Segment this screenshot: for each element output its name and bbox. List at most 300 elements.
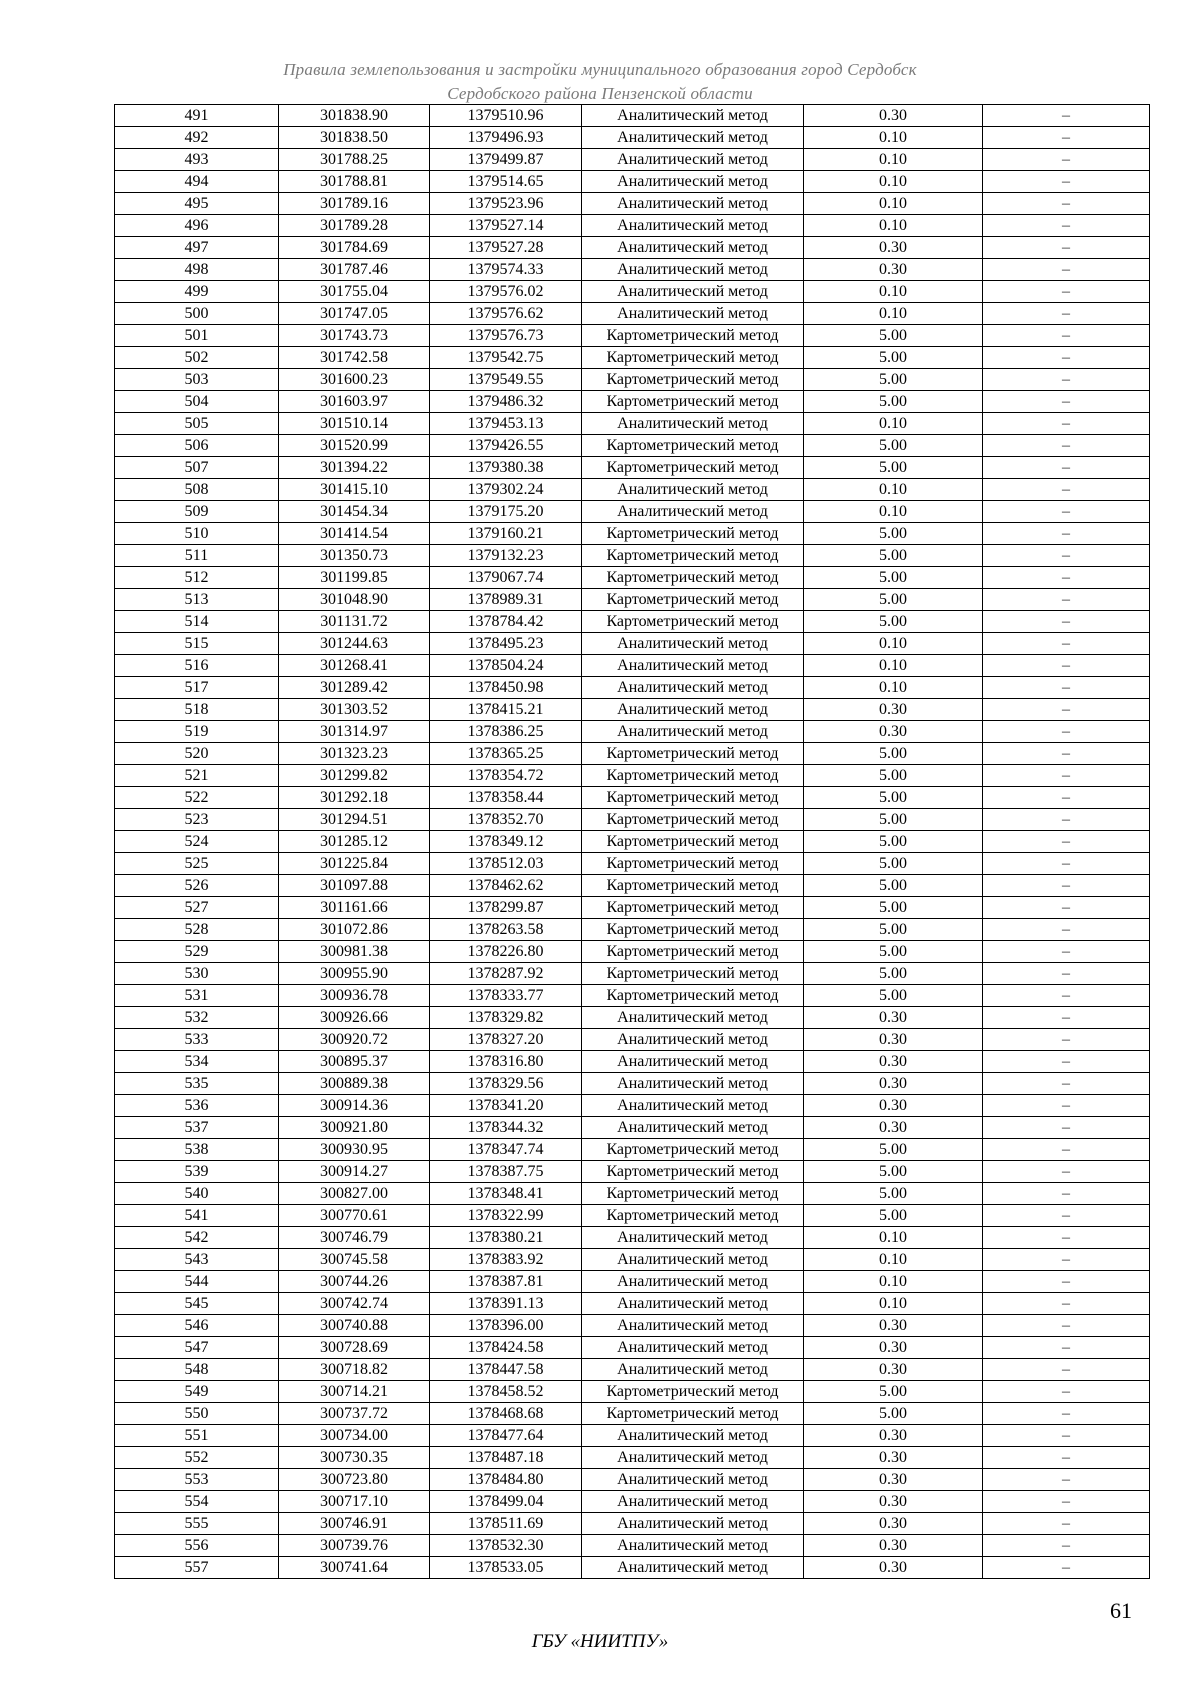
accuracy-cell: 5.00 xyxy=(804,743,983,765)
method-cell: Аналитический метод xyxy=(582,677,804,699)
method-cell: Аналитический метод xyxy=(582,655,804,677)
y-coordinate-cell: 1378354.72 xyxy=(430,765,582,787)
accuracy-cell: 5.00 xyxy=(804,809,983,831)
method-cell: Аналитический метод xyxy=(582,1447,804,1469)
method-cell: Аналитический метод xyxy=(582,1271,804,1293)
method-cell: Картометрический метод xyxy=(582,457,804,479)
accuracy-cell: 0.30 xyxy=(804,1491,983,1513)
x-coordinate-cell: 300921.80 xyxy=(279,1117,430,1139)
note-cell: – xyxy=(983,1381,1150,1403)
note-cell: – xyxy=(983,743,1150,765)
accuracy-cell: 5.00 xyxy=(804,611,983,633)
accuracy-cell: 0.10 xyxy=(804,1249,983,1271)
method-cell: Аналитический метод xyxy=(582,1227,804,1249)
point-number-cell: 493 xyxy=(115,149,279,171)
method-cell: Аналитический метод xyxy=(582,105,804,127)
x-coordinate-cell: 301072.86 xyxy=(279,919,430,941)
x-coordinate-cell: 301520.99 xyxy=(279,435,430,457)
note-cell: – xyxy=(983,567,1150,589)
accuracy-cell: 0.10 xyxy=(804,633,983,655)
x-coordinate-cell: 301285.12 xyxy=(279,831,430,853)
point-number-cell: 517 xyxy=(115,677,279,699)
point-number-cell: 554 xyxy=(115,1491,279,1513)
note-cell: – xyxy=(983,1183,1150,1205)
point-number-cell: 506 xyxy=(115,435,279,457)
x-coordinate-cell: 301289.42 xyxy=(279,677,430,699)
table-row xyxy=(115,1557,1150,1579)
method-cell: Аналитический метод xyxy=(582,1293,804,1315)
accuracy-cell: 5.00 xyxy=(804,985,983,1007)
point-number-cell: 539 xyxy=(115,1161,279,1183)
coordinates-table-body xyxy=(115,105,1150,1579)
x-coordinate-cell: 300718.82 xyxy=(279,1359,430,1381)
y-coordinate-cell: 1379527.28 xyxy=(430,237,582,259)
accuracy-cell: 5.00 xyxy=(804,853,983,875)
point-number-cell: 513 xyxy=(115,589,279,611)
note-cell: – xyxy=(983,919,1150,941)
note-cell: – xyxy=(983,1117,1150,1139)
x-coordinate-cell: 300744.26 xyxy=(279,1271,430,1293)
table-row xyxy=(115,831,1150,853)
method-cell: Картометрический метод xyxy=(582,589,804,611)
y-coordinate-cell: 1379574.33 xyxy=(430,259,582,281)
table-row xyxy=(115,1051,1150,1073)
method-cell: Картометрический метод xyxy=(582,325,804,347)
point-number-cell: 523 xyxy=(115,809,279,831)
method-cell: Аналитический метод xyxy=(582,1513,804,1535)
method-cell: Аналитический метод xyxy=(582,1249,804,1271)
method-cell: Картометрический метод xyxy=(582,1183,804,1205)
y-coordinate-cell: 1378468.68 xyxy=(430,1403,582,1425)
y-coordinate-cell: 1378477.64 xyxy=(430,1425,582,1447)
method-cell: Аналитический метод xyxy=(582,1007,804,1029)
accuracy-cell: 5.00 xyxy=(804,941,983,963)
y-coordinate-cell: 1379576.73 xyxy=(430,325,582,347)
x-coordinate-cell: 300737.72 xyxy=(279,1403,430,1425)
x-coordinate-cell: 301454.34 xyxy=(279,501,430,523)
accuracy-cell: 0.10 xyxy=(804,127,983,149)
note-cell: – xyxy=(983,1139,1150,1161)
x-coordinate-cell: 301603.97 xyxy=(279,391,430,413)
x-coordinate-cell: 300914.27 xyxy=(279,1161,430,1183)
point-number-cell: 525 xyxy=(115,853,279,875)
y-coordinate-cell: 1379527.14 xyxy=(430,215,582,237)
running-header xyxy=(0,58,1200,106)
point-number-cell: 509 xyxy=(115,501,279,523)
point-number-cell: 555 xyxy=(115,1513,279,1535)
y-coordinate-cell: 1379499.87 xyxy=(430,149,582,171)
accuracy-cell: 0.10 xyxy=(804,413,983,435)
table-row xyxy=(115,1359,1150,1381)
note-cell: – xyxy=(983,1359,1150,1381)
page-number: 61 xyxy=(1110,1598,1132,1623)
x-coordinate-cell: 301323.23 xyxy=(279,743,430,765)
table-row xyxy=(115,567,1150,589)
accuracy-cell: 5.00 xyxy=(804,457,983,479)
note-cell: – xyxy=(983,1007,1150,1029)
accuracy-cell: 0.10 xyxy=(804,479,983,501)
point-number-cell: 551 xyxy=(115,1425,279,1447)
accuracy-cell: 0.30 xyxy=(804,1535,983,1557)
note-cell: – xyxy=(983,831,1150,853)
method-cell: Картометрический метод xyxy=(582,545,804,567)
accuracy-cell: 0.10 xyxy=(804,193,983,215)
method-cell: Аналитический метод xyxy=(582,237,804,259)
x-coordinate-cell: 301268.41 xyxy=(279,655,430,677)
point-number-cell: 520 xyxy=(115,743,279,765)
point-number-cell: 535 xyxy=(115,1073,279,1095)
table-row xyxy=(115,743,1150,765)
point-number-cell: 497 xyxy=(115,237,279,259)
x-coordinate-cell: 301787.46 xyxy=(279,259,430,281)
x-coordinate-cell: 300936.78 xyxy=(279,985,430,1007)
method-cell: Аналитический метод xyxy=(582,193,804,215)
accuracy-cell: 0.10 xyxy=(804,303,983,325)
note-cell: – xyxy=(983,1425,1150,1447)
y-coordinate-cell: 1378495.23 xyxy=(430,633,582,655)
method-cell: Картометрический метод xyxy=(582,391,804,413)
x-coordinate-cell: 301600.23 xyxy=(279,369,430,391)
method-cell: Картометрический метод xyxy=(582,985,804,1007)
note-cell: – xyxy=(983,391,1150,413)
header-line-1: Правила землепользования и застройки муниципального образования город Сердобск xyxy=(283,60,917,79)
point-number-cell: 522 xyxy=(115,787,279,809)
accuracy-cell: 5.00 xyxy=(804,369,983,391)
method-cell: Аналитический метод xyxy=(582,1315,804,1337)
x-coordinate-cell: 300895.37 xyxy=(279,1051,430,1073)
note-cell: – xyxy=(983,853,1150,875)
point-number-cell: 543 xyxy=(115,1249,279,1271)
table-row xyxy=(115,545,1150,567)
y-coordinate-cell: 1378329.82 xyxy=(430,1007,582,1029)
x-coordinate-cell: 301244.63 xyxy=(279,633,430,655)
y-coordinate-cell: 1378391.13 xyxy=(430,1293,582,1315)
x-coordinate-cell: 301788.81 xyxy=(279,171,430,193)
accuracy-cell: 0.30 xyxy=(804,1337,983,1359)
note-cell: – xyxy=(983,1293,1150,1315)
x-coordinate-cell: 301747.05 xyxy=(279,303,430,325)
note-cell: – xyxy=(983,523,1150,545)
note-cell: – xyxy=(983,1557,1150,1579)
y-coordinate-cell: 1378499.04 xyxy=(430,1491,582,1513)
table-row xyxy=(115,1425,1150,1447)
method-cell: Аналитический метод xyxy=(582,1557,804,1579)
note-cell: – xyxy=(983,171,1150,193)
y-coordinate-cell: 1379523.96 xyxy=(430,193,582,215)
table-row xyxy=(115,589,1150,611)
table-row xyxy=(115,523,1150,545)
x-coordinate-cell: 301789.28 xyxy=(279,215,430,237)
accuracy-cell: 5.00 xyxy=(804,435,983,457)
point-number-cell: 512 xyxy=(115,567,279,589)
accuracy-cell: 0.30 xyxy=(804,1469,983,1491)
y-coordinate-cell: 1378352.70 xyxy=(430,809,582,831)
x-coordinate-cell: 301394.22 xyxy=(279,457,430,479)
y-coordinate-cell: 1378322.99 xyxy=(430,1205,582,1227)
x-coordinate-cell: 300746.91 xyxy=(279,1513,430,1535)
table-row xyxy=(115,237,1150,259)
point-number-cell: 536 xyxy=(115,1095,279,1117)
x-coordinate-cell: 301510.14 xyxy=(279,413,430,435)
y-coordinate-cell: 1378462.62 xyxy=(430,875,582,897)
note-cell: – xyxy=(983,1073,1150,1095)
accuracy-cell: 5.00 xyxy=(804,567,983,589)
y-coordinate-cell: 1379510.96 xyxy=(430,105,582,127)
x-coordinate-cell: 301743.73 xyxy=(279,325,430,347)
x-coordinate-cell: 301414.54 xyxy=(279,523,430,545)
point-number-cell: 514 xyxy=(115,611,279,633)
note-cell: – xyxy=(983,787,1150,809)
y-coordinate-cell: 1378299.87 xyxy=(430,897,582,919)
point-number-cell: 507 xyxy=(115,457,279,479)
point-number-cell: 505 xyxy=(115,413,279,435)
table-row xyxy=(115,1073,1150,1095)
accuracy-cell: 5.00 xyxy=(804,391,983,413)
y-coordinate-cell: 1379426.55 xyxy=(430,435,582,457)
point-number-cell: 502 xyxy=(115,347,279,369)
x-coordinate-cell: 301742.58 xyxy=(279,347,430,369)
y-coordinate-cell: 1379542.75 xyxy=(430,347,582,369)
x-coordinate-cell: 301225.84 xyxy=(279,853,430,875)
table-row xyxy=(115,325,1150,347)
table-row xyxy=(115,1227,1150,1249)
note-cell: – xyxy=(983,501,1150,523)
y-coordinate-cell: 1378341.20 xyxy=(430,1095,582,1117)
point-number-cell: 547 xyxy=(115,1337,279,1359)
y-coordinate-cell: 1378380.21 xyxy=(430,1227,582,1249)
y-coordinate-cell: 1378447.58 xyxy=(430,1359,582,1381)
table-row xyxy=(115,127,1150,149)
table-row xyxy=(115,677,1150,699)
point-number-cell: 552 xyxy=(115,1447,279,1469)
table-row xyxy=(115,1095,1150,1117)
accuracy-cell: 0.30 xyxy=(804,1315,983,1337)
point-number-cell: 537 xyxy=(115,1117,279,1139)
note-cell: – xyxy=(983,1051,1150,1073)
note-cell: – xyxy=(983,237,1150,259)
point-number-cell: 538 xyxy=(115,1139,279,1161)
table-row xyxy=(115,633,1150,655)
x-coordinate-cell: 301299.82 xyxy=(279,765,430,787)
table-row xyxy=(115,1161,1150,1183)
table-row xyxy=(115,501,1150,523)
y-coordinate-cell: 1378383.92 xyxy=(430,1249,582,1271)
point-number-cell: 548 xyxy=(115,1359,279,1381)
table-row xyxy=(115,457,1150,479)
table-row xyxy=(115,171,1150,193)
x-coordinate-cell: 301838.90 xyxy=(279,105,430,127)
point-number-cell: 530 xyxy=(115,963,279,985)
y-coordinate-cell: 1378484.80 xyxy=(430,1469,582,1491)
table-row xyxy=(115,1403,1150,1425)
method-cell: Картометрический метод xyxy=(582,567,804,589)
x-coordinate-cell: 300728.69 xyxy=(279,1337,430,1359)
y-coordinate-cell: 1379132.23 xyxy=(430,545,582,567)
x-coordinate-cell: 301784.69 xyxy=(279,237,430,259)
point-number-cell: 545 xyxy=(115,1293,279,1315)
coordinates-table-wrapper xyxy=(114,104,1149,1579)
note-cell: – xyxy=(983,1205,1150,1227)
note-cell: – xyxy=(983,721,1150,743)
table-row xyxy=(115,699,1150,721)
note-cell: – xyxy=(983,963,1150,985)
point-number-cell: 510 xyxy=(115,523,279,545)
note-cell: – xyxy=(983,941,1150,963)
method-cell: Картометрический метод xyxy=(582,1381,804,1403)
accuracy-cell: 5.00 xyxy=(804,765,983,787)
method-cell: Аналитический метод xyxy=(582,1073,804,1095)
accuracy-cell: 0.30 xyxy=(804,259,983,281)
point-number-cell: 524 xyxy=(115,831,279,853)
method-cell: Картометрический метод xyxy=(582,897,804,919)
method-cell: Картометрический метод xyxy=(582,369,804,391)
accuracy-cell: 0.30 xyxy=(804,1029,983,1051)
table-row xyxy=(115,193,1150,215)
point-number-cell: 528 xyxy=(115,919,279,941)
note-cell: – xyxy=(983,105,1150,127)
x-coordinate-cell: 301199.85 xyxy=(279,567,430,589)
x-coordinate-cell: 300741.64 xyxy=(279,1557,430,1579)
table-row xyxy=(115,1469,1150,1491)
method-cell: Аналитический метод xyxy=(582,149,804,171)
x-coordinate-cell: 301292.18 xyxy=(279,787,430,809)
method-cell: Аналитический метод xyxy=(582,721,804,743)
accuracy-cell: 0.30 xyxy=(804,237,983,259)
method-cell: Картометрический метод xyxy=(582,875,804,897)
method-cell: Картометрический метод xyxy=(582,831,804,853)
note-cell: – xyxy=(983,347,1150,369)
point-number-cell: 491 xyxy=(115,105,279,127)
note-cell: – xyxy=(983,1095,1150,1117)
x-coordinate-cell: 300734.00 xyxy=(279,1425,430,1447)
method-cell: Аналитический метод xyxy=(582,1051,804,1073)
table-row xyxy=(115,787,1150,809)
point-number-cell: 518 xyxy=(115,699,279,721)
method-cell: Картометрический метод xyxy=(582,919,804,941)
point-number-cell: 527 xyxy=(115,897,279,919)
table-row xyxy=(115,1139,1150,1161)
accuracy-cell: 5.00 xyxy=(804,545,983,567)
accuracy-cell: 0.10 xyxy=(804,281,983,303)
x-coordinate-cell: 301350.73 xyxy=(279,545,430,567)
table-row xyxy=(115,1007,1150,1029)
note-cell: – xyxy=(983,1249,1150,1271)
method-cell: Аналитический метод xyxy=(582,215,804,237)
note-cell: – xyxy=(983,897,1150,919)
x-coordinate-cell: 301131.72 xyxy=(279,611,430,633)
point-number-cell: 534 xyxy=(115,1051,279,1073)
y-coordinate-cell: 1378329.56 xyxy=(430,1073,582,1095)
point-number-cell: 498 xyxy=(115,259,279,281)
point-number-cell: 500 xyxy=(115,303,279,325)
accuracy-cell: 0.10 xyxy=(804,215,983,237)
table-row xyxy=(115,303,1150,325)
y-coordinate-cell: 1378333.77 xyxy=(430,985,582,1007)
y-coordinate-cell: 1378989.31 xyxy=(430,589,582,611)
accuracy-cell: 5.00 xyxy=(804,589,983,611)
y-coordinate-cell: 1378424.58 xyxy=(430,1337,582,1359)
method-cell: Аналитический метод xyxy=(582,633,804,655)
point-number-cell: 526 xyxy=(115,875,279,897)
note-cell: – xyxy=(983,193,1150,215)
coordinates-table xyxy=(114,104,1150,1579)
method-cell: Картометрический метод xyxy=(582,809,804,831)
x-coordinate-cell: 301789.16 xyxy=(279,193,430,215)
y-coordinate-cell: 1378365.25 xyxy=(430,743,582,765)
accuracy-cell: 5.00 xyxy=(804,1183,983,1205)
method-cell: Картометрический метод xyxy=(582,963,804,985)
accuracy-cell: 5.00 xyxy=(804,897,983,919)
y-coordinate-cell: 1379067.74 xyxy=(430,567,582,589)
method-cell: Аналитический метод xyxy=(582,127,804,149)
point-number-cell: 495 xyxy=(115,193,279,215)
x-coordinate-cell: 300723.80 xyxy=(279,1469,430,1491)
point-number-cell: 553 xyxy=(115,1469,279,1491)
accuracy-cell: 5.00 xyxy=(804,919,983,941)
note-cell: – xyxy=(983,1513,1150,1535)
method-cell: Аналитический метод xyxy=(582,171,804,193)
note-cell: – xyxy=(983,1315,1150,1337)
note-cell: – xyxy=(983,1469,1150,1491)
note-cell: – xyxy=(983,1029,1150,1051)
table-row xyxy=(115,1029,1150,1051)
y-coordinate-cell: 1379496.93 xyxy=(430,127,582,149)
footer-organization: ГБУ «НИИТПУ» xyxy=(531,1631,669,1652)
point-number-cell: 556 xyxy=(115,1535,279,1557)
x-coordinate-cell: 300920.72 xyxy=(279,1029,430,1051)
method-cell: Картометрический метод xyxy=(582,523,804,545)
method-cell: Аналитический метод xyxy=(582,1469,804,1491)
method-cell: Картометрический метод xyxy=(582,765,804,787)
accuracy-cell: 0.30 xyxy=(804,1425,983,1447)
method-cell: Аналитический метод xyxy=(582,413,804,435)
method-cell: Аналитический метод xyxy=(582,1095,804,1117)
method-cell: Аналитический метод xyxy=(582,1337,804,1359)
method-cell: Картометрический метод xyxy=(582,435,804,457)
point-number-cell: 550 xyxy=(115,1403,279,1425)
y-coordinate-cell: 1378327.20 xyxy=(430,1029,582,1051)
accuracy-cell: 5.00 xyxy=(804,1161,983,1183)
y-coordinate-cell: 1378511.69 xyxy=(430,1513,582,1535)
table-row xyxy=(115,1271,1150,1293)
accuracy-cell: 0.30 xyxy=(804,1557,983,1579)
method-cell: Картометрический метод xyxy=(582,787,804,809)
table-row xyxy=(115,281,1150,303)
y-coordinate-cell: 1378344.32 xyxy=(430,1117,582,1139)
x-coordinate-cell: 300745.58 xyxy=(279,1249,430,1271)
accuracy-cell: 0.30 xyxy=(804,1051,983,1073)
method-cell: Картометрический метод xyxy=(582,1205,804,1227)
note-cell: – xyxy=(983,1403,1150,1425)
note-cell: – xyxy=(983,1271,1150,1293)
note-cell: – xyxy=(983,215,1150,237)
point-number-cell: 544 xyxy=(115,1271,279,1293)
accuracy-cell: 0.10 xyxy=(804,677,983,699)
accuracy-cell: 0.30 xyxy=(804,1359,983,1381)
point-number-cell: 492 xyxy=(115,127,279,149)
table-row xyxy=(115,721,1150,743)
accuracy-cell: 0.30 xyxy=(804,1447,983,1469)
x-coordinate-cell: 300770.61 xyxy=(279,1205,430,1227)
method-cell: Аналитический метод xyxy=(582,1359,804,1381)
accuracy-cell: 5.00 xyxy=(804,1403,983,1425)
y-coordinate-cell: 1378287.92 xyxy=(430,963,582,985)
y-coordinate-cell: 1378458.52 xyxy=(430,1381,582,1403)
note-cell: – xyxy=(983,809,1150,831)
x-coordinate-cell: 301303.52 xyxy=(279,699,430,721)
table-row xyxy=(115,765,1150,787)
table-row xyxy=(115,875,1150,897)
